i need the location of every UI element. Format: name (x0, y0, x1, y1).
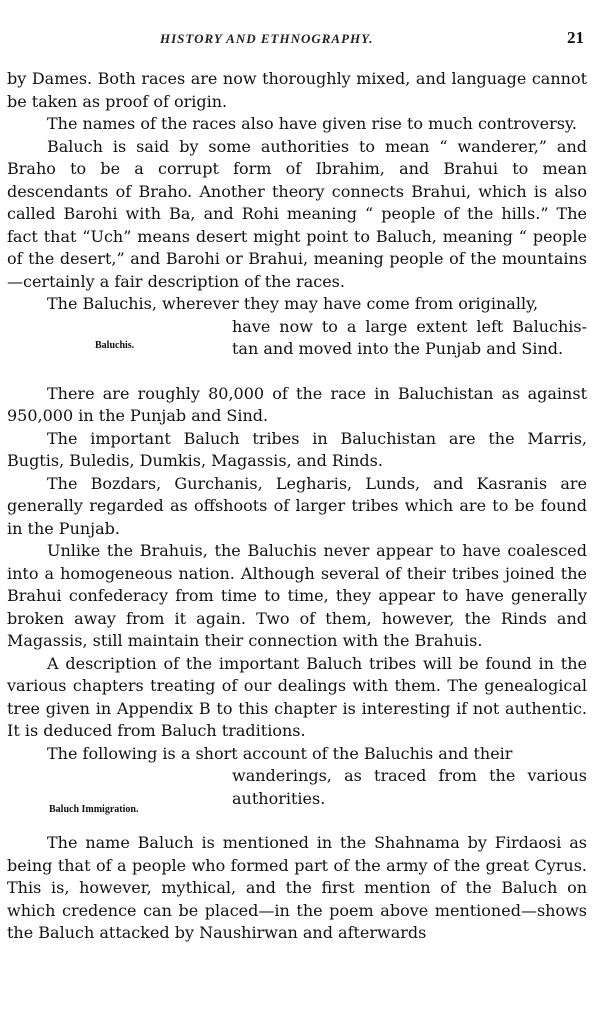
paragraph-9: A description of the important Baluch tribes will be found in the various chapters treating of our dealings with them. The genealogical tree given in Appendix B to this chapter is interesting if not authentic. It is deduced from Baluch traditions. (7, 653, 587, 740)
sidenote-baluch-immigration: Baluch Immigration. (49, 804, 139, 815)
sidenote-baluchis: Baluchis. (95, 339, 135, 351)
paragraph-7: The Bozdars, Gurchanis, Legharis, Lunds, and Kasranis are generally regarded as offshoots of larger tribes which are to be found in the Punjab. (7, 473, 587, 538)
paragraph-10-line: wanderings, as traced from the various (232, 766, 587, 785)
paragraph-8: Unlike the Brahuis, the Baluchis never appear to have coalesced into a homogeneous nation. Although several of their tribes joined the Brahui confederacy from time to time, they appear to have generally broken away from it again. Two of them, however, the Rinds and Magassis, still maintain their connection with the Brahuis. (7, 541, 587, 650)
paragraph-3: Baluch is said by some authorities to mean “ wanderer,” and Braho to be a corrupt form of Ibrahim, and Brahui to mean descendants of Braho. Another theory connects Brahui, which is also called Barohi with Ba, and Rohi meaning “ people of the hills.” The fact that “Uch” means desert might point to Baluch, meaning “ people of the desert,” and Barohi or Brahui, meaning people of the mountains—certainly a fair description of the races. (7, 136, 587, 291)
page-header (0, 28, 600, 51)
paragraph-4: The Baluchis, wherever they may have come from originally, (47, 294, 539, 313)
sidenote-block-baluchis (7, 316, 587, 383)
running-head: HISTORY AND ETHNOGRAPHY. (160, 31, 374, 46)
page-number: 21 (567, 28, 584, 47)
sidenote-block-immigration (7, 765, 587, 832)
paragraph-5: There are roughly 80,000 of the race in Baluchistan as against 950,000 in the Punjab and Sind. (7, 383, 587, 425)
paragraph-10: The following is a short account of the Baluchis and their (47, 743, 513, 763)
paragraph-1: by Dames. Both races are now thoroughly mixed, and language cannot be taken as proof of origin. (7, 69, 587, 111)
paragraph-2: The names of the races also have given rise to much controversy. (47, 114, 577, 133)
page-body (7, 68, 587, 945)
paragraph-4-line: tan and moved into the Punjab and Sind. (232, 339, 564, 358)
paragraph-4-continued (232, 316, 587, 361)
paragraph-10-continued (232, 765, 587, 810)
paragraph-6: The important Baluch tribes in Baluchistan are the Marris, Bugtis, Buledis, Dumkis, Magassis, and Rinds. (7, 428, 587, 470)
paragraph-4-line: have now to a large extent left Baluchis- (232, 316, 587, 336)
paragraph-11: The name Baluch is mentioned in the Shahnama by Firdaosi as being that of a people who formed part of the army of the great Cyrus. This is, however, mythical, and the first mention of the Baluch on which credence can be placed—in the poem above mentioned—shows the Baluch attacked by Naushirwan and afterwards (7, 833, 587, 942)
paragraph-10-line: authorities. (232, 788, 326, 808)
